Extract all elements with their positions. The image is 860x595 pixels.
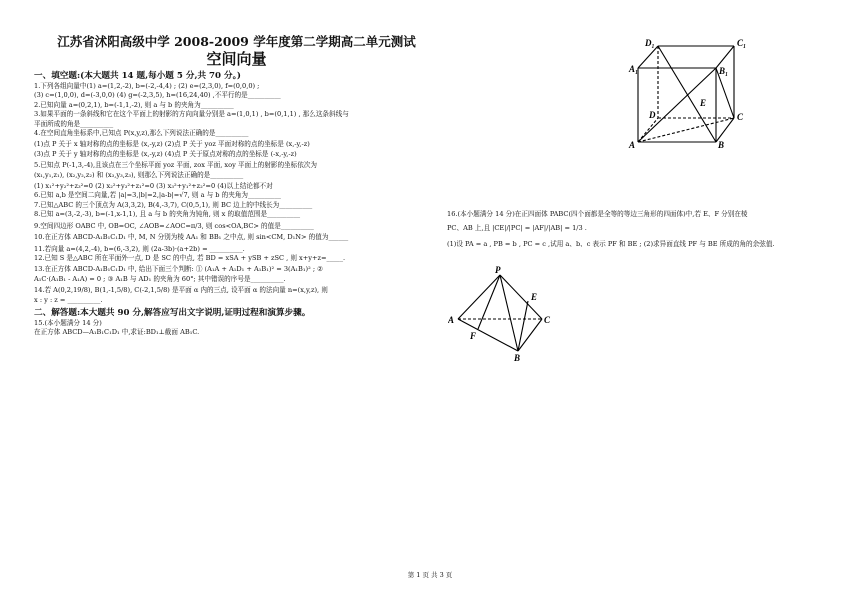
question-line: 9.空间四边形 OABC 中, OB=OC, ∠AOB=∠AOC=π/3, 则 cos<OA,BC> 的值是__________ — [34, 221, 314, 230]
question-line: 3.如果平面的一条斜线和它在这个平面上的射影的方向向量分别是 a=(1,0,1) , b=(0,1,1) , 那么这条斜线与 — [34, 110, 349, 119]
question-list — [34, 82, 439, 305]
exam-title: 江苏省沭阳高级中学 2008-2009 学年度第二学期高二单元测试 — [57, 34, 416, 49]
label-A1: A₁ — [629, 64, 639, 74]
left-column — [34, 34, 439, 338]
question-line: 6.已知 a,b 是空间二向量,若 |a|=3,|b|=2,|a-b|=√7, 则 a 与 b 的夹角为__________ — [34, 191, 281, 200]
tetra-edge — [500, 275, 518, 351]
right-column — [447, 38, 847, 249]
question-line: 2.已知向量 a=(0,2,1), b=(-1,1,-2), 则 a 与 b 的夹角为__________ — [34, 100, 234, 109]
question-line: 1.下列各组向量中(1) a=(1,2,-2), b=(-2,-4,4) ; (2) e=(2,3,0), f=(0,0,0) ; — [34, 82, 260, 90]
label-E: E — [700, 98, 707, 108]
question-line: 13.在正方体 ABCD-A₁B₁C₁D₁ 中, 给出下面三个判断: ① (A₁A + A₁D₁ + A₁B₁)² = 3(A₁B₁)² ; ② — [34, 265, 324, 274]
question-line: (1)点 P 关于 x 轴对称的点的坐标是 (x,-y,z) (2)点 P 关于 yoz 平面对称的点的坐标是 (x,-y,-z) — [34, 140, 310, 149]
question-line: 4.在空间直角坐标系中,已知点 P(x,y,z),那么下列说法正确的是__________ — [34, 129, 249, 138]
question-line: 8.已知 a=(3,-2,-3), b=(-1,x-1,1), 且 a 与 b 的夹角为钝角, 则 x 的取值范围是__________ — [34, 210, 301, 219]
label-F: F — [470, 331, 477, 341]
label-C: C — [544, 315, 551, 325]
q16-line3: (1)设 PA = a , PB = b , PC = c ,试用 a、b、c 表示 PF 和 BE ; (2)求异面直线 PF 与 BE 所成的角的余弦值. — [447, 239, 775, 248]
q15-title: 15.(本小题满分 14 分) — [34, 318, 102, 327]
label-C1: C₁ — [737, 38, 747, 48]
label-B: B — [718, 140, 725, 150]
question-line: x : y : z = __________. — [34, 295, 103, 304]
label-B1: B₁ — [719, 66, 729, 76]
section2-heading: 二、解答题:本大题共 90 分,解答应写出文字说明,证明过程和演算步骤。 — [34, 307, 311, 318]
section1-heading: 一、填空题:(本大题共 14 题,每小题 5 分,共 70 分。) — [34, 71, 241, 81]
tetra-edge — [458, 275, 500, 319]
question-line: 10.在正方体 ABCD-A₁B₁C₁D₁ 中, M, N 分别为棱 AA₁ 和 BB₁ 之中点, 则 sin<CM, D₁N> 的值为______ — [34, 233, 349, 242]
q16-line1: 16.(本小题满分 14 分)在正四面体 PABC(四个面都是全等的等边三角形的四面体)中,若 E、F 分别在棱 — [447, 210, 748, 218]
question-line: (3)点 P 关于 y 轴对称的点的坐标是 (x,-y,z) (4)点 P 关于原点对称的点的坐标是 (-x,-y,-z) — [34, 149, 297, 158]
label-A: A — [448, 315, 455, 325]
tetra-edge — [458, 319, 518, 351]
q16-line2: PC、AB 上,且 |CE|/|PC| = |AF|/|AB| = 1/3 . — [447, 224, 587, 233]
question-line: 14.若 A(0,2,19/8), B(1,-1,5/8), C(-2,1,5/8) 是平面 α 内的三点, 设平面 α 的法向量 n=(x,y,z), 则 — [34, 286, 328, 295]
tetrahedron-diagram — [448, 263, 560, 363]
label-A: A — [629, 140, 636, 150]
question-line: 平面所成的角是__________ — [34, 119, 114, 128]
question-line: (1) x₁²+y₂²+z₃²=0 (2) x₂²+y₃²+z₁²=0 (3) x₃²+y₁²+z₂²=0 (4)以上结论都不对 — [34, 182, 273, 191]
question-line: 11.若向量 a=(4,2,-4), b=(6,-3,2), 则 (2a-3b)·(a+2b) = __________. — [34, 244, 245, 253]
q15-text: 在正方体 ABCD—A₁B₁C₁D₁ 中,求证:BD₁⊥截面 AB₁C. — [34, 328, 200, 337]
label-D: D — [649, 110, 656, 120]
question-line: 5.已知点 P(-1,3,-4),且该点在三个坐标平面 yoz 平面, zox 平面, xoy 平面上的射影的坐标依次为 — [34, 161, 318, 170]
label-E: E — [531, 292, 538, 302]
question-line: 12.已知 S 是△ABC 所在平面外一点, D 是 SC 的中点, 若 BD = xSA + ySB + zSC , 则 x+y+z=_____. — [34, 253, 346, 262]
exam-subtitle: 空间向量 — [206, 50, 267, 68]
label-B: B — [514, 353, 521, 363]
question-line: 7.已知△ABC 的三个顶点为 A(3,3,2), B(4,-3,7), C(0,5,1), 则 BC 边上的中线长为__________ — [34, 200, 313, 209]
label-D1: D₁ — [645, 38, 655, 48]
page-footer: 第 1 页 共 3 页 — [407, 571, 453, 579]
question-line: A₁C·(A₁B₁ - A₁A) = 0 ; ③ A₁B 与 AD₁ 的夹角为 60°; 其中错误的序号是__________. — [34, 274, 286, 283]
label-C: C — [737, 112, 744, 122]
question-line: (3) c=(1,0,0), d=(-3,0,0) (4) g=(-2,3,5), h=(16,24,40) ,不平行的是__________ — [34, 91, 281, 100]
question-line: (x₁,y₁,z₁), (x₂,y₂,z₂) 和 (x₃,y₃,z₃), 则那么下列说法正确的是__________ — [34, 170, 244, 179]
label-P: P — [495, 265, 501, 275]
segment-PF — [478, 275, 500, 329]
